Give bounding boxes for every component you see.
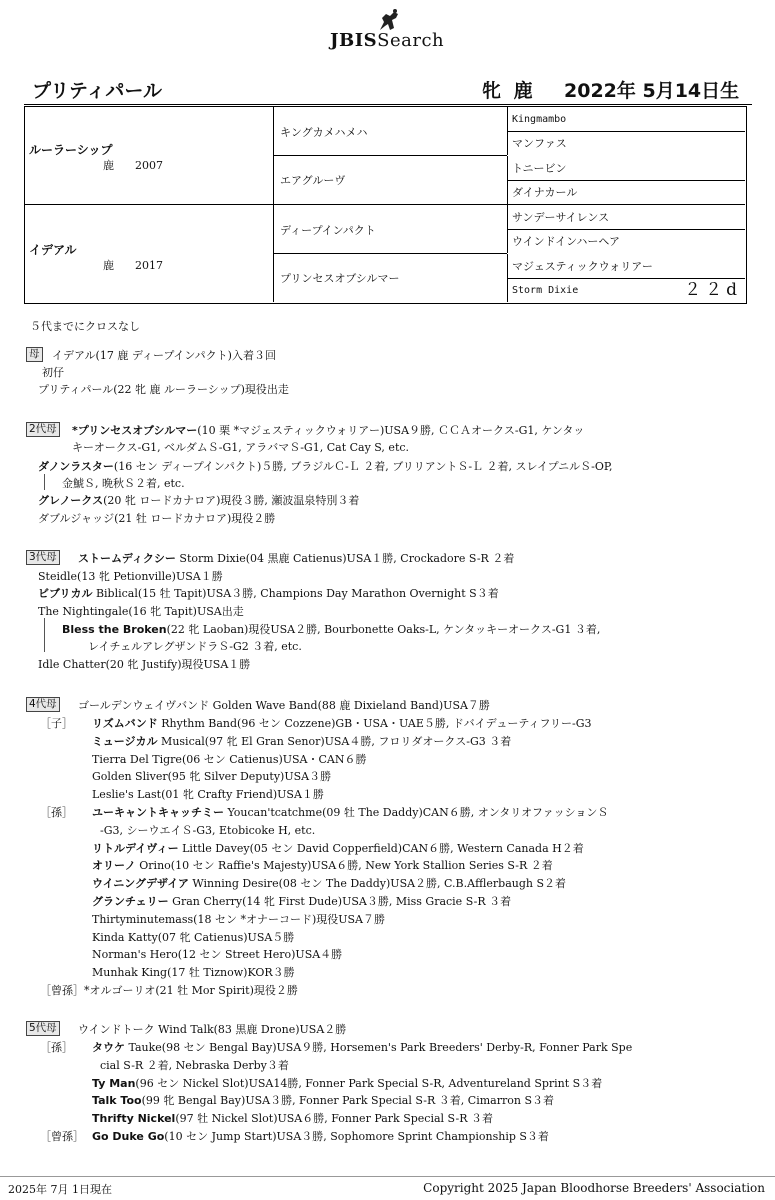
- section-tag-dam2: 2代母: [26, 422, 60, 437]
- footer-divider: [0, 1176, 775, 1177]
- label-great-grandchild: ［曾孫］: [40, 1130, 84, 1143]
- pedigree-g3-6[interactable]: ウインドインハーヘア: [507, 229, 745, 253]
- dam5-grandchild: Talk Too(99 牝 Bengal Bay)USA３勝, Fonner Park Special S-R ３着, Cimarron S３着: [92, 1094, 554, 1107]
- section-tag-dam: 母: [26, 347, 43, 362]
- dam2-kid: ダノンラスター(16 セン ディープインパクト)５勝, ブラジルＣ-Ｌ ２着, ブリリアントＳ-Ｌ ２着, スレイプニルＳ-OP,: [38, 460, 613, 473]
- pedigree-dam[interactable]: [25, 205, 273, 302]
- label-great-grandchild: ［曾孫］*オルゴーリオ(21 牡 Mor Spirit)現役２勝: [40, 984, 298, 997]
- dam3-line: The Nightingale(16 牝 Tapit)USA出走: [38, 605, 244, 618]
- dam2-head: *プリンセスオブシルマー(10 栗 *マジェスティックウォリアー)USA９勝, ＣＣＡオークス-G1, ケンタッ: [72, 424, 585, 437]
- pedigree-sire[interactable]: [25, 107, 273, 205]
- dam3-line: レイチェルアレグザンドラＳ-G2 ３着, etc.: [88, 640, 302, 653]
- horse-birth-date: 2022年 5月14日生: [564, 80, 740, 102]
- dam1-line: プリティパール(22 牝 鹿 ルーラーシップ)現役出走: [38, 383, 289, 396]
- dam5-grandchild: タウケ Tauke(98 セン Bengal Bay)USA９勝, Horsemen's Park Breeders' Derby-R, Fonner Park Spe: [92, 1041, 633, 1054]
- dam4-grandchild: ユーキャントキャッチミー Youcan'tcatchme(09 牡 The Daddy)CAN６勝, オンタリオファッションＳ: [92, 806, 609, 819]
- horse-title-row: [24, 70, 752, 105]
- pedigree-ds[interactable]: ディープインパクト: [273, 205, 507, 254]
- dam4-child: ミュージカル Musical(97 牝 El Gran Senor)USA４勝, フロリダオークス-G3 ３着: [92, 735, 512, 748]
- label-child: ［子］: [40, 717, 73, 730]
- dam5-grandchild: Ty Man(96 セン Nickel Slot)USA14勝, Fonner Park Special S-R, Adventureland Sprint S３着: [92, 1077, 603, 1090]
- pedigree-g3-4[interactable]: ダイナカール: [507, 180, 745, 204]
- logo-text: JBISSearch: [330, 30, 445, 51]
- indent-bar: [44, 474, 45, 490]
- pedigree-g3-1[interactable]: Kingmambo: [507, 107, 745, 131]
- dam4-grandchild: Thirtyminutemass(18 セン *オナーコード)現役USA７勝: [92, 913, 385, 926]
- dam4-grandchild: グランチェリー Gran Cherry(14 牝 First Dude)USA３勝, Miss Gracie S-R ３着: [92, 895, 512, 908]
- dam-name: イデアル: [29, 243, 77, 257]
- dam4-child: Leslie's Last(01 牝 Crafty Friend)USA１勝: [92, 788, 324, 801]
- dam4-child: Golden Sliver(95 牝 Silver Deputy)USA３勝: [92, 770, 332, 783]
- dam1-line: イデアル(17 鹿 ディープインパクト)入着３回: [52, 349, 276, 362]
- dam4-child: Tierra Del Tigre(06 セン Catienus)USA・CAN６勝: [92, 753, 367, 766]
- pedigree-dd[interactable]: プリンセスオブシルマー: [273, 254, 507, 302]
- label-grandchild: ［孫］: [40, 806, 73, 819]
- dam2-kid: ダブルジャッジ(21 牡 ロードカナロア)現役２勝: [38, 512, 276, 525]
- dam3-line: Idle Chatter(20 牝 Justify)現役USA１勝: [38, 658, 251, 671]
- label-grandchild: ［孫］: [40, 1041, 73, 1054]
- dam-info: 鹿 2017: [103, 259, 163, 272]
- dam4-grandchild: -G3, シーウエイＳ-G3, Etobicoke H, etc.: [100, 824, 316, 837]
- dam1-line: 初仔: [42, 366, 64, 379]
- dam2-head-cont: キーオークス-G1, ベルダムＳ-G1, アラバマＳ-G1, Cat Cay S, etc.: [72, 441, 410, 454]
- dam5-great-grandchild: Go Duke Go(10 セン Jump Start)USA３勝, Sophomore Sprint Championship S３着: [92, 1130, 549, 1143]
- pedigree-g3-5[interactable]: サンデーサイレンス: [507, 205, 745, 229]
- dam4-head: ゴールデンウェイヴバンド Golden Wave Band(88 鹿 Dixieland Band)USA７勝: [78, 699, 490, 712]
- section-tag-dam5: 5代母: [26, 1021, 60, 1036]
- pedigree-sd[interactable]: エアグルーヴ: [273, 156, 507, 204]
- dam4-grandchild: ウイニングデザイア Winning Desire(08 セン The Daddy)USA２勝, C.B.Afflerbaugh S２着: [92, 877, 567, 890]
- indent-bar: [44, 618, 45, 652]
- dam2-kid: 金鯱Ｓ, 晩秋Ｓ２着, etc.: [62, 477, 185, 490]
- pedigree-g3-7[interactable]: マジェスティックウォリアー: [507, 254, 745, 278]
- section-tag-dam4: 4代母: [26, 697, 60, 712]
- dam5-head: ウインドトーク Wind Talk(83 黒鹿 Drone)USA２勝: [78, 1023, 347, 1036]
- pedigree-ss[interactable]: キングカメハメハ: [273, 107, 507, 156]
- dam4-child: リズムバンド Rhythm Band(96 セン Cozzene)GB・USA・UAE５勝, ドバイデューティフリー-G3: [92, 717, 592, 730]
- dam4-grandchild: リトルデイヴィー Little Davey(05 セン David Copperfield)CAN６勝, Western Canada H２着: [92, 842, 584, 855]
- dam4-grandchild: オリーノ Orino(10 セン Raffie's Majesty)USA６勝, New York Stallion Series S-R ２着: [92, 859, 553, 872]
- sire-name: ルーラーシップ: [29, 143, 113, 157]
- inbreeding-code: ２２d: [684, 280, 741, 300]
- dam4-grandchild: Kinda Katty(07 牝 Catienus)USA５勝: [92, 931, 295, 944]
- dam5-grandchild: Thrifty Nickel(97 牡 Nickel Slot)USA６勝, Fonner Park Special S-R ３着: [92, 1112, 493, 1125]
- dam4-grandchild: Norman's Hero(12 セン Street Hero)USA４勝: [92, 948, 343, 961]
- dam5-grandchild: cial S-R ２着, Nebraska Derby３着: [100, 1059, 289, 1072]
- pedigree-table: [24, 106, 747, 304]
- pedigree-g3-3[interactable]: トニービン: [507, 156, 745, 180]
- dam4-grandchild: Munhak King(17 牡 Tiznow)KOR３勝: [92, 966, 295, 979]
- dam3-head: ストームディクシー Storm Dixie(04 黒鹿 Catienus)USA１勝, Crockadore S-R ２着: [78, 552, 515, 565]
- pedigree-g3-8[interactable]: Storm Dixie ２２d: [507, 278, 745, 302]
- dam3-line: Steidle(13 牝 Petionville)USA１勝: [38, 570, 223, 583]
- dam3-line: Bless the Broken(22 牝 Laoban)現役USA２勝, Bourbonette Oaks-L, ケンタッキーオークス-G1 ３着,: [62, 623, 601, 636]
- dam2-kid: グレノークス(20 牝 ロードカナロア)現役３勝, 瀬波温泉特別３着: [38, 494, 360, 507]
- section-tag-dam3: 3代母: [26, 550, 60, 565]
- dam3-line: ビブリカル Biblical(15 牡 Tapit)USA３勝, Champions Day Marathon Overnight S３着: [38, 587, 499, 600]
- footer-copyright: Copyright 2025 Japan Bloodhorse Breeders' Association: [423, 1181, 765, 1195]
- horse-sex-color: 牝 鹿: [482, 80, 533, 102]
- sire-info: 鹿 2007: [103, 159, 163, 172]
- jbis-search-logo[interactable]: [330, 8, 460, 52]
- cross-note: ５代までにクロスなし: [30, 320, 140, 333]
- pedigree-g3-2[interactable]: マンファス: [507, 131, 745, 155]
- horse-name: プリティパール: [32, 80, 162, 102]
- footer-date: 2025年 7月 1日現在: [8, 1183, 112, 1196]
